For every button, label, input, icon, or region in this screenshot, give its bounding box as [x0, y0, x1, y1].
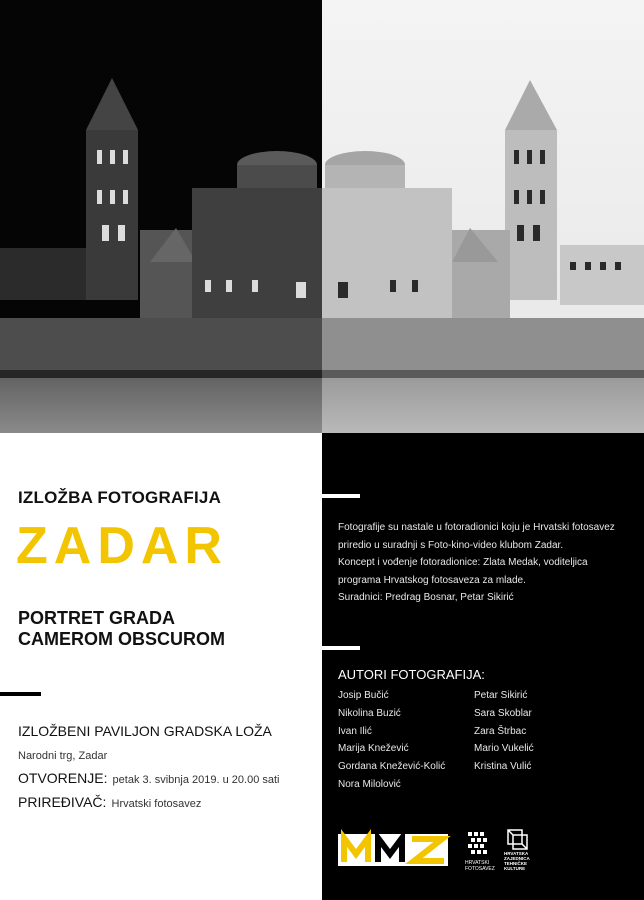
subtitle-line-1: PORTRET GRADA [18, 608, 175, 628]
author-name: Kristina Vulić [474, 761, 532, 773]
authors-column-1 [338, 687, 445, 794]
organizer-info [18, 794, 201, 810]
left-divider [0, 692, 41, 696]
hero-photo [0, 0, 644, 433]
author-name: Ivan Ilić [338, 725, 372, 737]
exhibition-subtitle [18, 608, 225, 650]
author-name: Petar Sikirić [474, 690, 528, 701]
author-name: Gordana Knežević-Kolić [338, 761, 446, 773]
authors-column-2 [474, 687, 534, 776]
author-name: Josip Bučić [338, 690, 389, 701]
exhibition-label: IZLOŽBA FOTOGRAFIJA [18, 488, 222, 507]
authors-title: AUTORI FOTOGRAFIJA: [338, 667, 485, 682]
organizer-value: Hrvatski fotosavez [111, 798, 202, 810]
description-paragraph: Fotografije su nastale u fotoradionici koju je Hrvatski fotosavez priredio u suradnji s Foto-kino-video klubom Zadar. [338, 522, 615, 551]
camera-obscura-photo-icon [0, 0, 644, 433]
logos-row [338, 826, 628, 881]
author-name: Nikolina Buzić [338, 707, 401, 719]
author-name: Zara Štrbac [474, 725, 527, 737]
subtitle-line-2: CAMEROM OBSCUROM [18, 629, 225, 649]
author-name: Nora Milolović [338, 778, 401, 790]
organizer-label: PRIREĐIVAČ: [18, 794, 107, 810]
venue-name: IZLOŽBENI PAVILJON GRADSKA LOŽA [18, 723, 272, 739]
author-name: Sara Skoblar [474, 707, 532, 719]
opening-label: OTVORENJE: [18, 770, 108, 786]
workshop-description [338, 519, 628, 607]
hfs-logo-text-2: FOTOSAVEZ [465, 866, 495, 872]
opening-value: petak 3. svibnja 2019. u 20.00 sati [112, 774, 280, 786]
hfs-logo-text-1: HRVATSKI [465, 860, 490, 866]
partner-logos [338, 826, 628, 876]
hztk-logo-text-3: TEHNIČKE [504, 861, 528, 866]
hztk-logo-icon [504, 830, 531, 871]
opening-info [18, 770, 279, 786]
hfs-logo-icon [465, 832, 495, 872]
mmz-logo-icon [338, 834, 448, 866]
venue-address: Narodni trg, Zadar [18, 750, 108, 762]
description-paragraph: Koncept i vođenje fotoradionice: Zlata Medak, voditeljica programa Hrvatskog fotosaveza za mlade. [338, 557, 588, 586]
author-name: Marija Knežević [338, 743, 409, 755]
right-divider-mid [322, 646, 360, 650]
right-divider-top [322, 494, 360, 498]
author-name: Mario Vukelić [474, 743, 534, 755]
hztk-logo-text-1: HRVATSKA [504, 851, 529, 856]
hztk-logo-text-2: ZAJEDNICA [504, 856, 530, 861]
hztk-logo-text-4: KULTURE [504, 866, 526, 871]
city-title: ZADAR [16, 517, 228, 575]
description-paragraph: Suradnici: Predrag Bosnar, Petar Sikirić [338, 592, 514, 603]
